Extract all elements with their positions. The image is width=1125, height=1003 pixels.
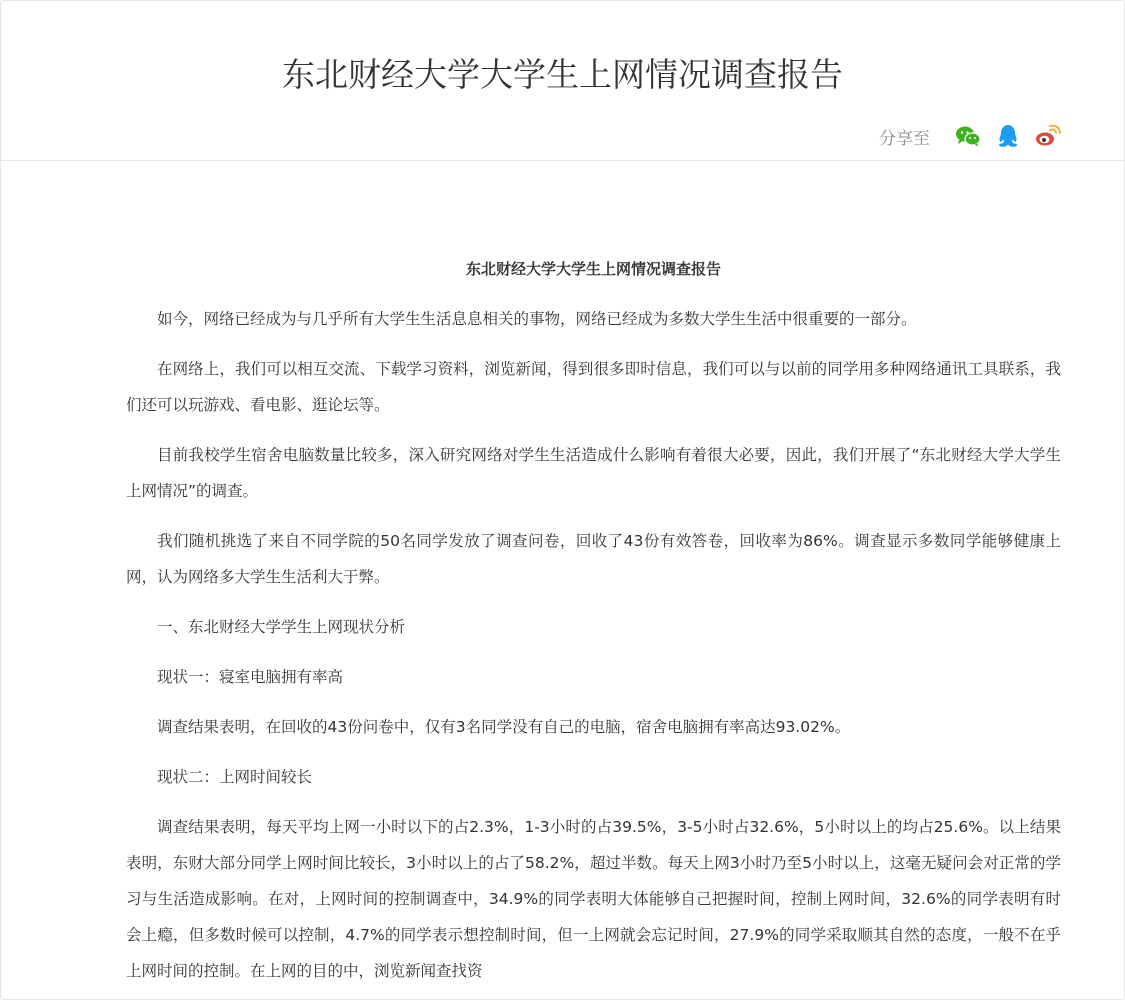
paragraph: 调查结果表明，每天平均上网一小时以下的占2.3%，1-3小时的占39.5%，3-5小时占32.6%，5小时以上的均占25.6%。以上结果表明，东财大部分同学上网时间比较长，3小时以上的占了58.2%，超过半数。每天上网3小时乃至5小时以上，这毫无疑问会对正常的学习与生活造成影响。在对，上网时间的控制调查中，34.9%的同学表明大体能够自己把握时间，控制上网时间，32.6%的同学表明有时会上瘾，但多数时候可以控制，4.7%的同学表示想控制时间，但一上网就会忘记时间，27.9%的同学采取顺其自然的态度，一般不在乎上网时间的控制。在上网的目的中，浏览新闻查找资 (126, 818, 1061, 980)
wechat-icon[interactable] (954, 122, 982, 150)
subsection-heading: 现状二：上网时间较长 (157, 768, 313, 786)
page-header (1, 1, 1124, 161)
article-title: 东北财经大学大学生上网情况调查报告 (465, 260, 721, 278)
paragraph: 目前我校学生宿舍电脑数量比较多，深入研究网络对学生生活造成什么影响有着很大必要，因此，我们开展了“东北财经大学大学生上网情况”的调查。 (126, 446, 1061, 500)
subsection-heading: 现状一：寝室电脑拥有率高 (157, 668, 344, 686)
qq-icon[interactable] (994, 122, 1022, 150)
paragraph: 在网络上，我们可以相互交流、下载学习资料，浏览新闻，得到很多即时信息，我们可以与以前的同学用多种网络通讯工具联系，我们还可以玩游戏、看电影、逛论坛等。 (126, 360, 1061, 414)
share-label: 分享至 (879, 128, 930, 149)
section-heading: 一、东北财经大学学生上网现状分析 (157, 618, 406, 636)
paragraph: 如今，网络已经成为与几乎所有大学生生活息息相关的事物，网络已经成为多数大学生生活中很重要的一部分。 (157, 310, 917, 328)
paragraph: 调查结果表明，在回收的43份问卷中，仅有3名同学没有自己的电脑，宿舍电脑拥有率高达93.02%。 (157, 718, 851, 736)
share-bar (879, 121, 1062, 151)
weibo-icon[interactable] (1034, 122, 1062, 150)
paragraph: 我们随机挑选了来自不同学院的50名同学发放了调查问卷，回收了43份有效答卷，回收率为86%。调查显示多数同学能够健康上网，认为网络多大学生生活利大于弊。 (126, 532, 1061, 586)
article-body (126, 249, 1061, 1003)
page-title: 东北财经大学大学生上网情况调查报告 (282, 55, 843, 94)
